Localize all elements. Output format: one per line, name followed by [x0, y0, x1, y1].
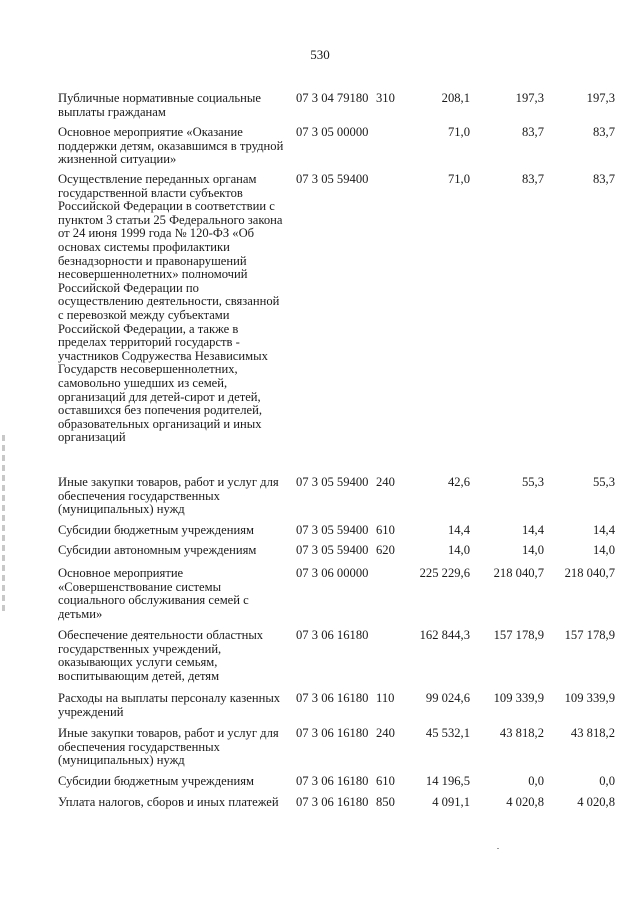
row-value-2: 14,0 [521, 543, 544, 557]
row-vr: 240 [376, 475, 395, 489]
row-value-2: 4 020,8 [506, 795, 544, 809]
row-name: Публичные нормативные социальные выплаты гражданам [58, 91, 261, 119]
row-vr: 240 [376, 726, 395, 740]
row-value-3: 43 818,2 [570, 726, 615, 740]
row-vr: 850 [376, 795, 395, 809]
row-value-2: 109 339,9 [493, 691, 544, 705]
row-value-3: 157 178,9 [564, 628, 615, 642]
row-name: Расходы на выплаты персоналу казенных учреждений [58, 691, 281, 719]
row-value-2: 157 178,9 [493, 628, 544, 642]
row-value-2: 55,3 [521, 475, 544, 489]
page-number: 530 [310, 47, 330, 62]
row-value-1: 42,6 [447, 475, 470, 489]
row-value-1: 71,0 [447, 172, 470, 186]
row-value-2: 14,4 [521, 523, 544, 537]
row-value-3: 83,7 [592, 172, 615, 186]
row-value-1: 225 229,6 [419, 566, 470, 580]
row-value-3: 0,0 [599, 774, 615, 788]
row-value-2: 83,7 [521, 172, 544, 186]
row-value-2: 43 818,2 [499, 726, 544, 740]
row-value-3: 109 339,9 [564, 691, 615, 705]
row-code: 07 3 05 59400 [296, 172, 369, 186]
row-name: Субсидии бюджетным учреждениям [58, 774, 254, 788]
row-value-1: 4 091,1 [432, 795, 470, 809]
row-vr: 110 [376, 691, 395, 705]
row-value-3: 14,4 [592, 523, 615, 537]
row-value-1: 14,0 [447, 543, 470, 557]
row-code: 07 3 05 00000 [296, 125, 369, 139]
row-value-3: 83,7 [592, 125, 615, 139]
row-code: 07 3 05 59400 [296, 475, 369, 489]
row-code: 07 3 05 59400 [296, 523, 369, 537]
row-value-3: 4 020,8 [577, 795, 615, 809]
row-code: 07 3 06 16180 [296, 795, 369, 809]
row-value-1: 99 024,6 [425, 691, 470, 705]
row-value-1: 71,0 [447, 125, 470, 139]
row-vr: 610 [376, 523, 395, 537]
row-name: Иные закупки товаров, работ и услуг для обеспечения государственных (муниципальных) нужд [58, 475, 279, 517]
row-name: Субсидии бюджетным учреждениям [58, 523, 254, 537]
row-code: 07 3 05 59400 [296, 543, 369, 557]
row-code: 07 3 06 16180 [296, 691, 369, 705]
row-vr: 310 [376, 91, 395, 105]
row-code: 07 3 06 16180 [296, 774, 369, 788]
row-code: 07 3 06 00000 [296, 566, 369, 580]
row-name: Осуществление переданных органам государственной власти субъектов Российской Федерации в соответствии с пунктом 3 статьи 25 Федерального закона от 24 июня 1999 года № 120-ФЗ «Об основах системы профилактики безнадзорности и правонарушений несовершеннолетних» полномочий Российской Федерации по осуществлению деятельности, связанной с перевозкой между субъектами Российской Федерации, а также в пределах территорий государств - участников Содружества Независимых Государств несовершеннолетних, самовольно ушедших из семей, организаций для детей-сирот и детей, оставшихся без попечения родителей, образовательных организаций и иных организаций [58, 172, 283, 445]
row-value-2: 218 040,7 [493, 566, 544, 580]
row-code: 07 3 04 79180 [296, 91, 369, 105]
row-value-2: 197,3 [515, 91, 544, 105]
row-value-3: 55,3 [592, 475, 615, 489]
row-name: Иные закупки товаров, работ и услуг для обеспечения государственных (муниципальных) нужд [58, 726, 279, 768]
row-name: Основное мероприятие «Оказание поддержки детям, оказавшимся в трудной жизненной ситуации» [58, 125, 284, 167]
row-value-3: 218 040,7 [564, 566, 615, 580]
row-value-1: 208,1 [441, 91, 470, 105]
row-name: Субсидии автономным учреждениям [58, 543, 257, 557]
scan-margin-mark [2, 435, 5, 615]
row-vr: 620 [376, 543, 395, 557]
row-name: Основное мероприятие «Совершенствование системы социального обслуживания семей с детьми» [58, 566, 249, 621]
scan-dot [497, 848, 499, 849]
row-name: Обеспечение деятельности областных государственных учреждений, оказывающих услуги семьям, воспитывающим детей, детям [58, 628, 264, 683]
row-value-1: 14 196,5 [425, 774, 470, 788]
row-value-3: 197,3 [586, 91, 615, 105]
row-value-2: 0,0 [528, 774, 544, 788]
row-code: 07 3 06 16180 [296, 726, 369, 740]
row-value-2: 83,7 [521, 125, 544, 139]
row-value-1: 45 532,1 [425, 726, 470, 740]
row-name: Уплата налогов, сборов и иных платежей [58, 795, 279, 809]
row-value-3: 14,0 [592, 543, 615, 557]
row-value-1: 14,4 [447, 523, 470, 537]
row-value-1: 162 844,3 [419, 628, 470, 642]
row-code: 07 3 06 16180 [296, 628, 369, 642]
row-vr: 610 [376, 774, 395, 788]
